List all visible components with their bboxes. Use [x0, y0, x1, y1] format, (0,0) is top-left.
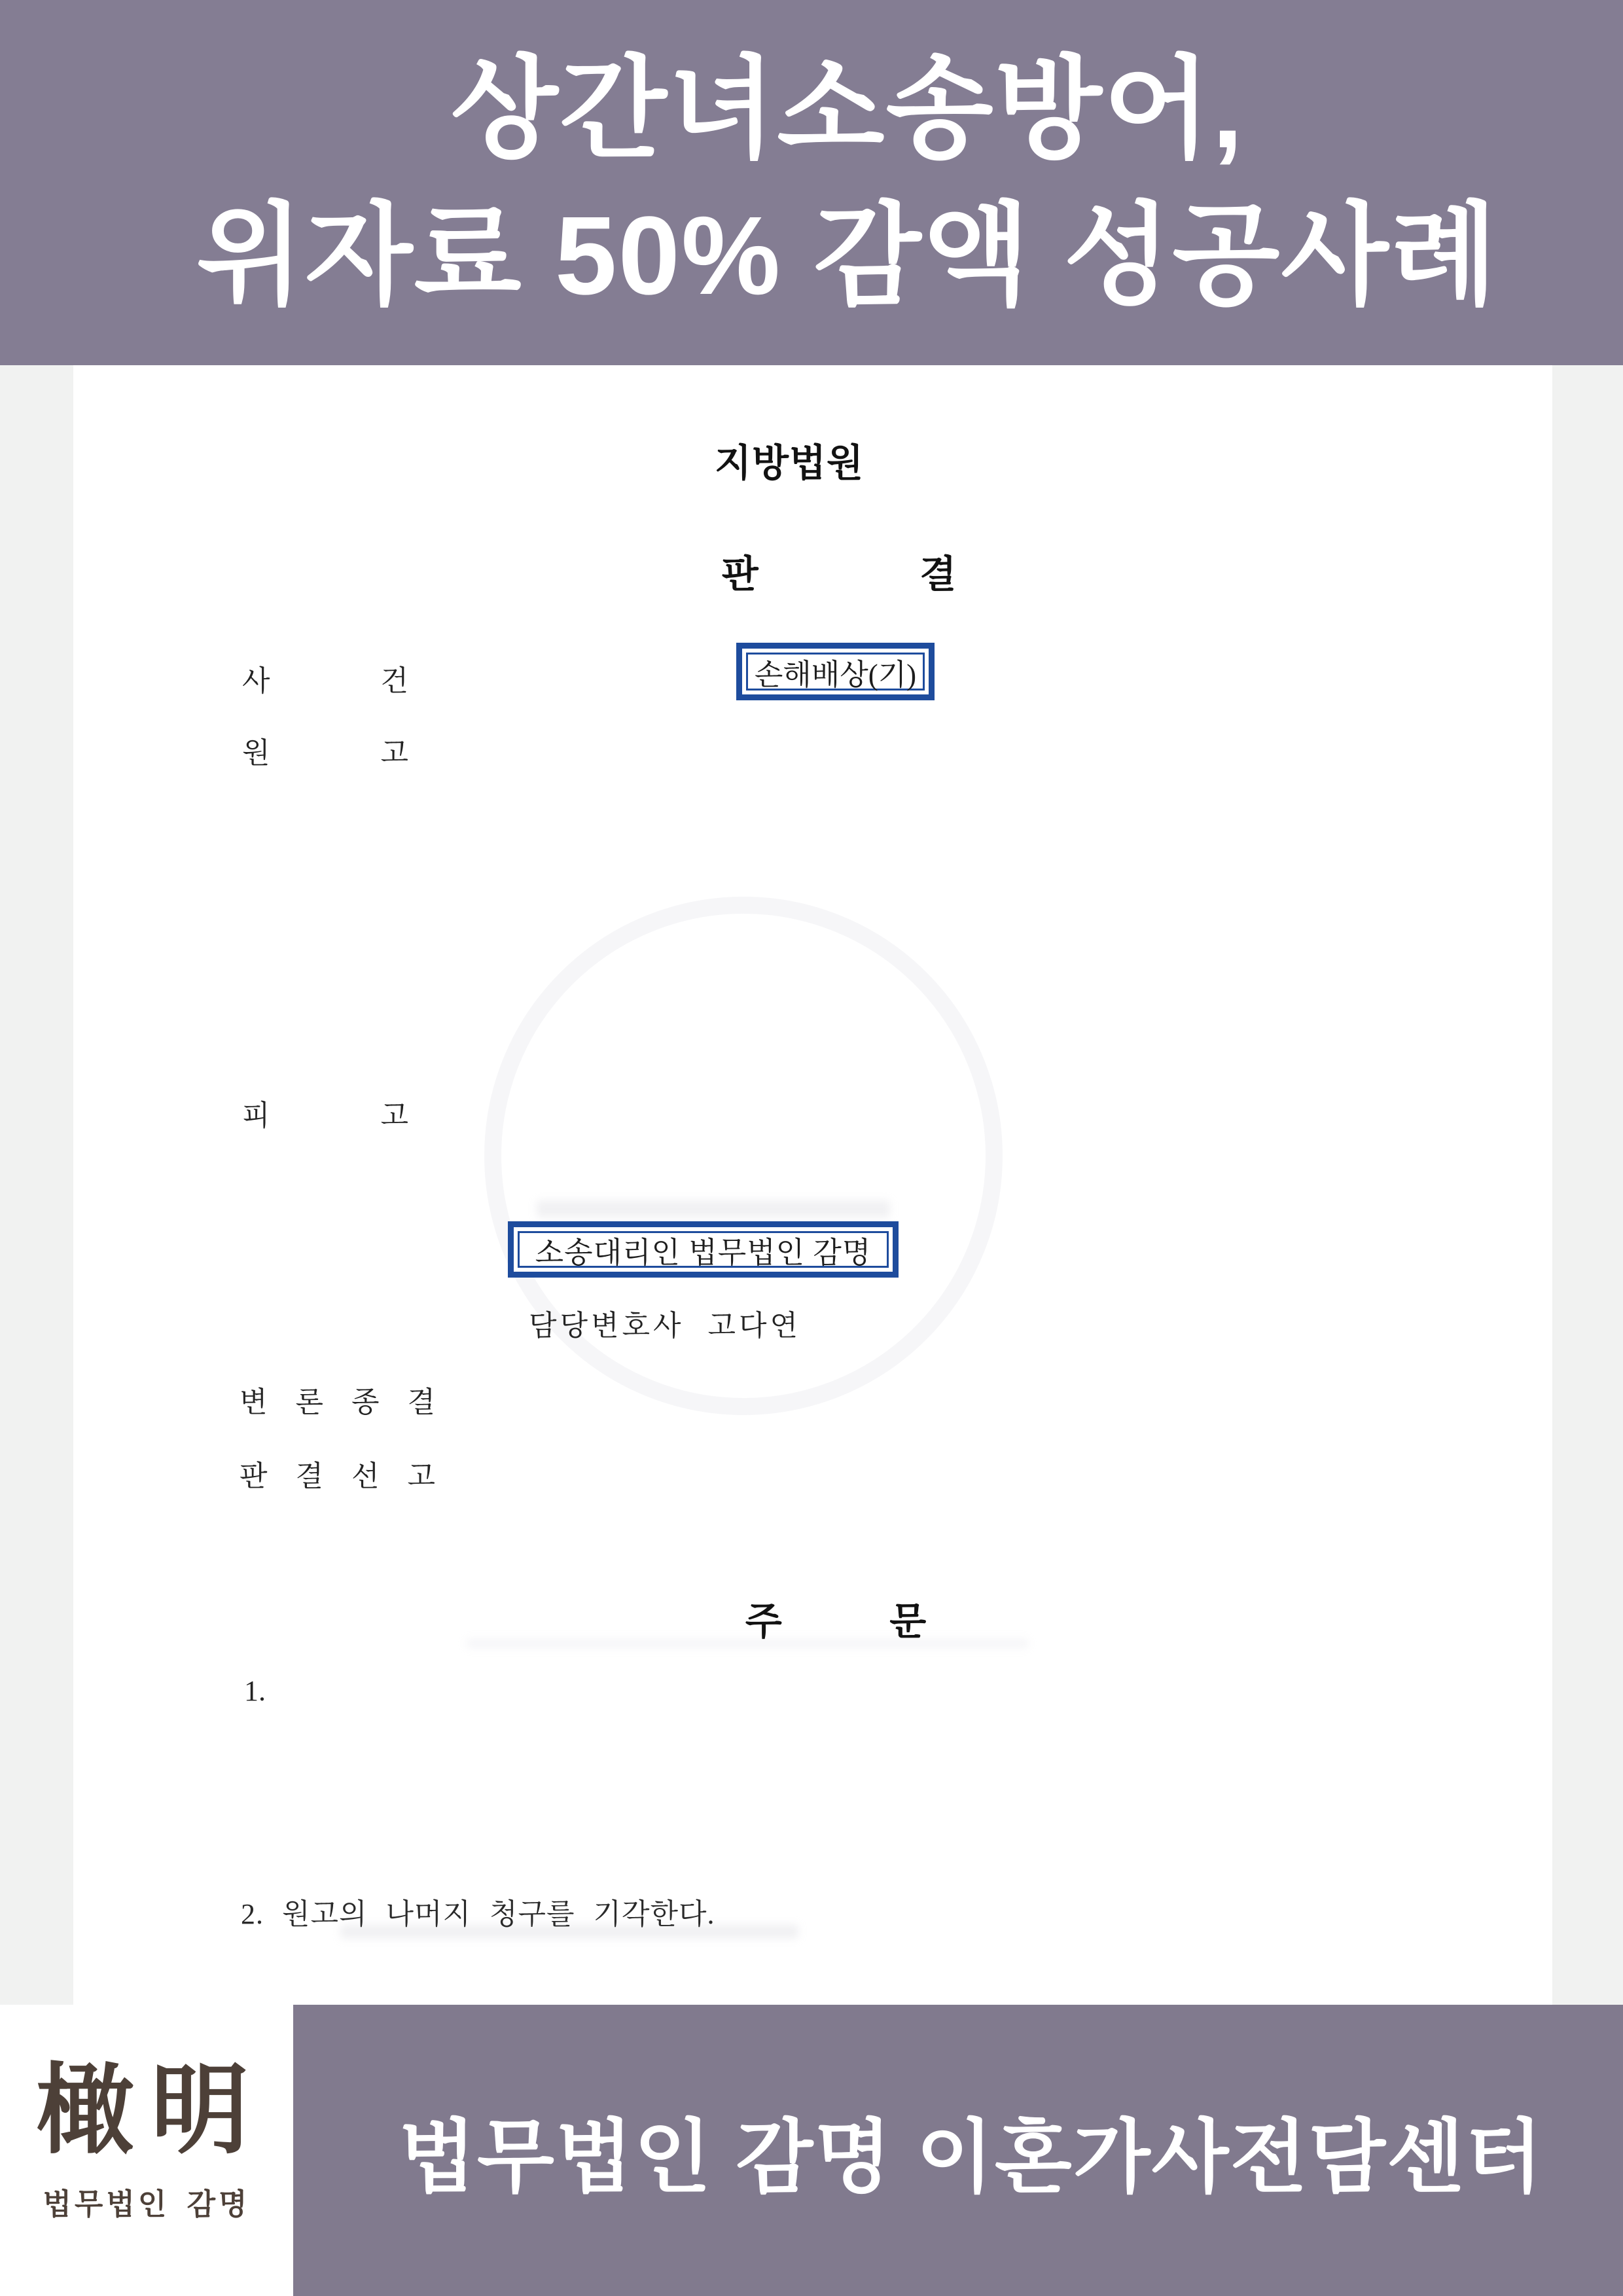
order-item-1: 1.: [244, 1675, 266, 1707]
representative-highlight-box: [508, 1221, 899, 1278]
court-name-title: 지방법원: [714, 442, 865, 484]
defendant-label: 피 고: [242, 1100, 409, 1132]
judgment-document-page: [73, 365, 1552, 2005]
scan-ghost-artifact: [537, 1200, 890, 1217]
judgment-title: 판 결: [721, 553, 957, 596]
header-banner: [0, 0, 1623, 365]
plaintiff-label: 원 고: [242, 737, 409, 769]
footer-banner: [293, 2005, 1623, 2296]
hearing-closed-label: 변 론 종 결: [240, 1386, 437, 1418]
case-type-highlight-box: [736, 643, 935, 700]
footer-banner-text: 법무법인 감명 이혼가사전담센터: [399, 2113, 1544, 2202]
order-item-2: 2. 원고의 나머지 청구를 기각한다.: [241, 1898, 715, 1930]
firm-logo-hanja: 橄明: [35, 2057, 266, 2166]
firm-logo-name: 법무법인 감명: [43, 2188, 251, 2221]
judgment-pronounced-label: 판 결 선 고: [240, 1460, 437, 1492]
representative-text: 소송대리인 법무법인 감명: [535, 1236, 872, 1269]
firm-logo-box: [0, 2005, 293, 2296]
case-type-text: 손해배상(기): [754, 658, 917, 691]
attorney-in-charge-line: 담당변호사 고다연: [529, 1310, 802, 1342]
order-section-title: 주 문: [745, 1600, 927, 1643]
header-title-line2: 위자료 50% 감액 성공사례: [196, 194, 1499, 318]
case-label: 사 건: [242, 665, 409, 697]
header-title-line1: 상간녀소송방어,: [450, 47, 1245, 171]
